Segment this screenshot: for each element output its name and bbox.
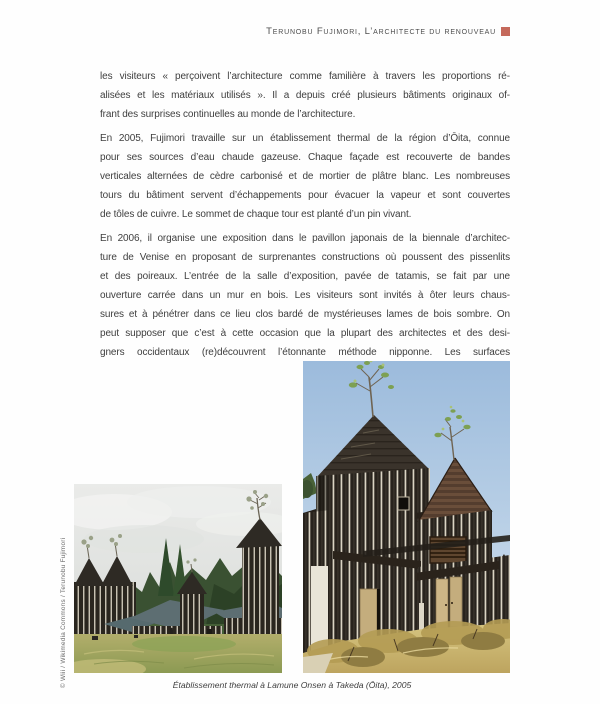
text-line: frant des surprises continuelles au monde de l’architecture. xyxy=(100,109,356,120)
text-line: alisées et les matériaux utilisés ». Il a depuis créé plusieurs bâtiments originaux of- xyxy=(100,90,510,101)
text-line: de tôles de cuivre. Le sommet de chaque tour est planté d’un pin vivant. xyxy=(100,209,412,220)
text-line: ture de Venise en proposant de surprenantes constructions où poussent des pissenlits xyxy=(100,252,510,263)
text-line: verticales alternées de cèdre carbonisé et de mortier de plâtre blanc. Les nombreuses xyxy=(100,171,510,182)
photo-left-thermal-complex xyxy=(74,484,282,673)
photo-right-illustration xyxy=(303,361,510,673)
text-line: tours du bâtiment servent d’échappements pour évacuer la vapeur et sont couvertes xyxy=(100,190,510,201)
text-line: gners occidentaux (re)découvrent l’étonnante méthode nipponne. Les surfaces xyxy=(100,347,510,358)
paragraph-3 xyxy=(100,229,510,362)
text-line: peut supposer que c’est à cette occasion que la plupart des architectes et des desi- xyxy=(100,328,510,339)
photo-right-striped-towers xyxy=(303,361,510,673)
text-line: et des poireaux. L’entrée de la salle d’exposition, pavée de tatamis, se fait par une xyxy=(100,271,510,282)
tower-window xyxy=(398,497,409,510)
text-line: pour ses sources d’eau chaude gazeuse. Chaque façade est recouverte de bandes xyxy=(100,152,510,163)
text-line: ouverture carrée dans un mur en bois. Les visiteurs sont invités à ôter leurs chaus- xyxy=(100,290,510,301)
text-line: les visiteurs « perçoivent l’architecture comme familière à travers les proportions ré- xyxy=(100,71,510,82)
photo-credit: © Wiii / Wikimedia Commons / Terunobu Fujimori xyxy=(60,537,67,688)
figure-caption: Établissement thermal à Lamune Onsen à Takeda (Ōita), 2005 xyxy=(172,680,412,690)
meadow xyxy=(74,634,282,673)
paragraph-1 xyxy=(100,67,510,124)
paragraph-2 xyxy=(100,129,510,224)
text-line: En 2005, Fujimori travaille sur un établissement thermal de la région d’Ōita, connue xyxy=(100,133,510,144)
running-head xyxy=(266,26,510,37)
running-head-title: Terunobu Fujimori, L’architecte du renouveau xyxy=(266,26,496,37)
article-text xyxy=(100,67,510,367)
tan-door xyxy=(450,577,462,627)
text-line: En 2006, il organise une exposition dans le pavillon japonais de la biennale d’architec- xyxy=(100,233,510,244)
header-accent-square-icon xyxy=(501,27,510,36)
photo-left-illustration xyxy=(74,484,282,673)
text-line: sures et à pénétrer dans ce lieu clos bardé de mystérieuses lames de bois sombre. On xyxy=(100,309,510,320)
